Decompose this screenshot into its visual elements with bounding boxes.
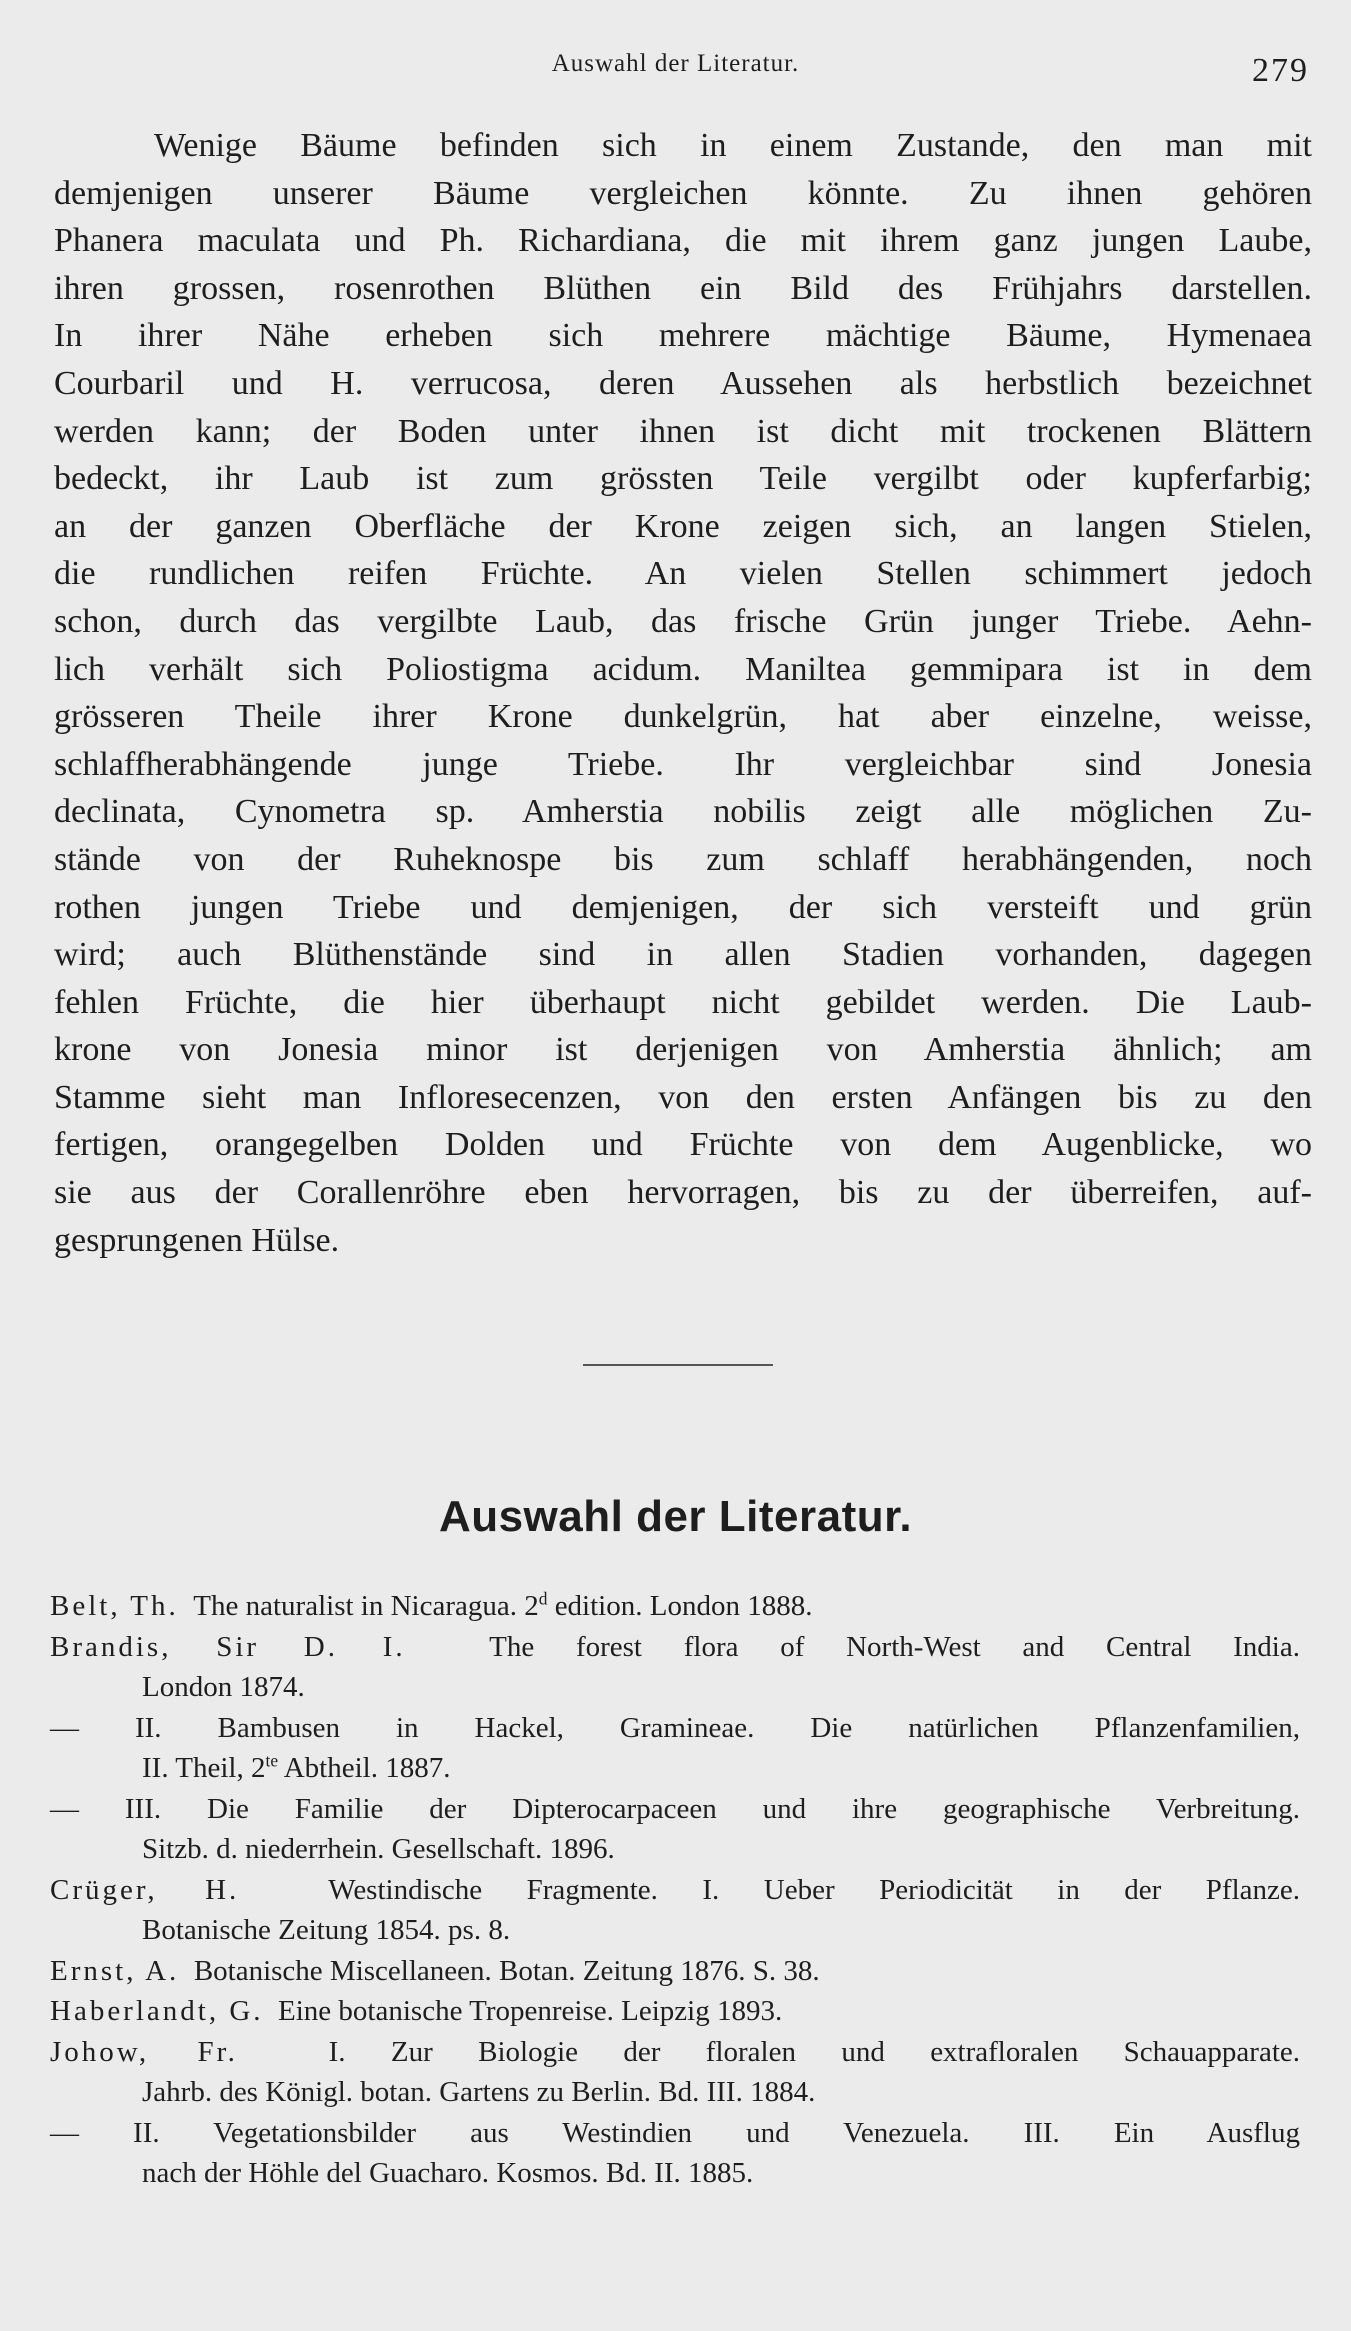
reference-continuation — [50, 1748, 1300, 1789]
reference-entry: — III. Die Familie der Dipterocarpaceen und ihre geographische Verbreitung. — [50, 1792, 1300, 1825]
reference-author: Ernst, A. — [50, 1954, 180, 1987]
superscript: te — [265, 1750, 279, 1771]
body-line: stände von der Ruheknospe bis zum schlaff herabhängenden, noch — [54, 840, 1312, 878]
reference-list — [50, 1586, 1300, 2194]
superscript: d — [538, 1588, 548, 1609]
reference-author: Johow, Fr. — [50, 2035, 238, 2068]
reference-continuation: Sitzb. d. niederrhein. Gesellschaft. 1896. — [142, 1833, 615, 1865]
reference-text: Westindische Fragmente. I. Ueber Periodicität in der Pflanze. — [328, 1873, 1301, 1906]
body-line: Stamme sieht man Infloresecenzen, von den ersten Anfängen bis zu den — [54, 1078, 1312, 1116]
reference-text: edition. London 1888. — [547, 1590, 813, 1622]
body-line: In ihrer Nähe erheben sich mehrere mächtige Bäume, Hymenaea — [54, 317, 1312, 355]
body-line: werden kann; der Boden unter ihnen ist dicht mit trockenen Blättern — [54, 412, 1312, 450]
body-line: gesprungenen Hülse. — [54, 1221, 340, 1259]
body-line: krone von Jonesia minor ist derjenigen von Amherstia ähnlich; am — [54, 1031, 1312, 1069]
reference-text: The forest flora of North-West and Central India. — [489, 1630, 1300, 1663]
reference-entry — [50, 1870, 1300, 1911]
body-line: bedeckt, ihr Laub ist zum grössten Teile vergilbt oder kupferfarbig; — [54, 460, 1312, 498]
page-number: 279 — [1252, 52, 1309, 89]
reference-entry — [50, 1951, 1300, 1992]
reference-continuation: Botanische Zeitung 1854. ps. 8. — [142, 1914, 511, 1946]
reference-continuation: London 1874. — [142, 1671, 305, 1703]
reference-text: The naturalist in Nicaragua. 2 — [193, 1590, 539, 1622]
body-line: Phanera maculata und Ph. Richardiana, die mit ihrem ganz jungen Laube, — [54, 222, 1312, 260]
reference-entry: — II. Bambusen in Hackel, Gramineae. Die natürlichen Pflanzenfamilien, — [50, 1711, 1300, 1744]
reference-entry: — II. Vegetationsbilder aus Westindien und Venezuela. III. Ein Ausflug — [50, 2116, 1300, 2149]
reference-entry — [50, 2032, 1300, 2073]
body-line: demjenigen unserer Bäume vergleichen könnte. Zu ihnen gehören — [54, 174, 1312, 212]
reference-text: I. Zur Biologie der floralen und extrafloralen Schauapparate. — [328, 2035, 1301, 2068]
body-line: ihren grossen, rosenrothen Blüthen ein Bild des Frühjahrs darstellen. — [54, 269, 1312, 307]
section-title: Auswahl der Literatur. — [438, 1492, 913, 1541]
reference-text: II. Theil, 2 — [142, 1752, 266, 1784]
reference-author: Crüger, H. — [50, 1873, 240, 1906]
body-line: Wenige Bäume befinden sich in einem Zustande, den man mit — [154, 127, 1312, 164]
reference-text: Abtheil. 1887. — [278, 1752, 451, 1784]
body-paragraph — [54, 122, 1312, 1264]
reference-author: Haberlandt, G. — [50, 1995, 264, 2027]
reference-text: Eine botanische Tropenreise. Leipzig 1893. — [278, 1995, 783, 2027]
body-line: grösseren Theile ihrer Krone dunkelgrün, hat aber einzelne, weisse, — [54, 698, 1312, 736]
body-line: fehlen Früchte, die hier überhaupt nicht gebildet werden. Die Laub- — [54, 983, 1312, 1021]
body-line: schlaffherabhängende junge Triebe. Ihr vergleichbar sind Jonesia — [54, 745, 1312, 783]
reference-entry — [50, 1586, 1300, 1627]
body-line: an der ganzen Oberfläche der Krone zeigen sich, an langen Stielen, — [54, 507, 1312, 545]
reference-author: Brandis, Sir D. I. — [50, 1630, 406, 1663]
body-line: lich verhält sich Poliostigma acidum. Maniltea gemmipara ist in dem — [54, 650, 1312, 688]
body-line: Courbaril und H. verrucosa, deren Aussehen als herbstlich bezeichnet — [54, 364, 1312, 402]
body-line: schon, durch das vergilbte Laub, das frische Grün junger Triebe. Aehn- — [54, 602, 1312, 640]
reference-entry — [50, 1627, 1300, 1668]
reference-entry — [50, 1991, 1300, 2032]
body-line: declinata, Cynometra sp. Amherstia nobilis zeigt alle möglichen Zu- — [54, 793, 1312, 831]
body-line: wird; auch Blüthenstände sind in allen Stadien vorhanden, dagegen — [54, 936, 1312, 974]
body-line: rothen jungen Triebe und demjenigen, der sich versteift und grün — [54, 888, 1312, 926]
section-divider — [583, 1364, 773, 1366]
running-head: Auswahl der Literatur. — [551, 50, 800, 77]
body-line: fertigen, orangegelben Dolden und Früchte von dem Augenblicke, wo — [54, 1126, 1312, 1164]
reference-author: Belt, Th. — [50, 1590, 179, 1622]
reference-continuation: nach der Höhle del Guacharo. Kosmos. Bd. II. 1885. — [142, 2157, 754, 2189]
body-line: die rundlichen reifen Früchte. An vielen Stellen schimmert jedoch — [54, 555, 1312, 593]
reference-continuation: Jahrb. des Königl. botan. Gartens zu Berlin. Bd. III. 1884. — [142, 2076, 816, 2108]
reference-text: Botanische Miscellaneen. Botan. Zeitung 1876. S. 38. — [193, 1954, 820, 1987]
body-line: sie aus der Corallenröhre eben hervorragen, bis zu der überreifen, auf- — [54, 1174, 1312, 1212]
